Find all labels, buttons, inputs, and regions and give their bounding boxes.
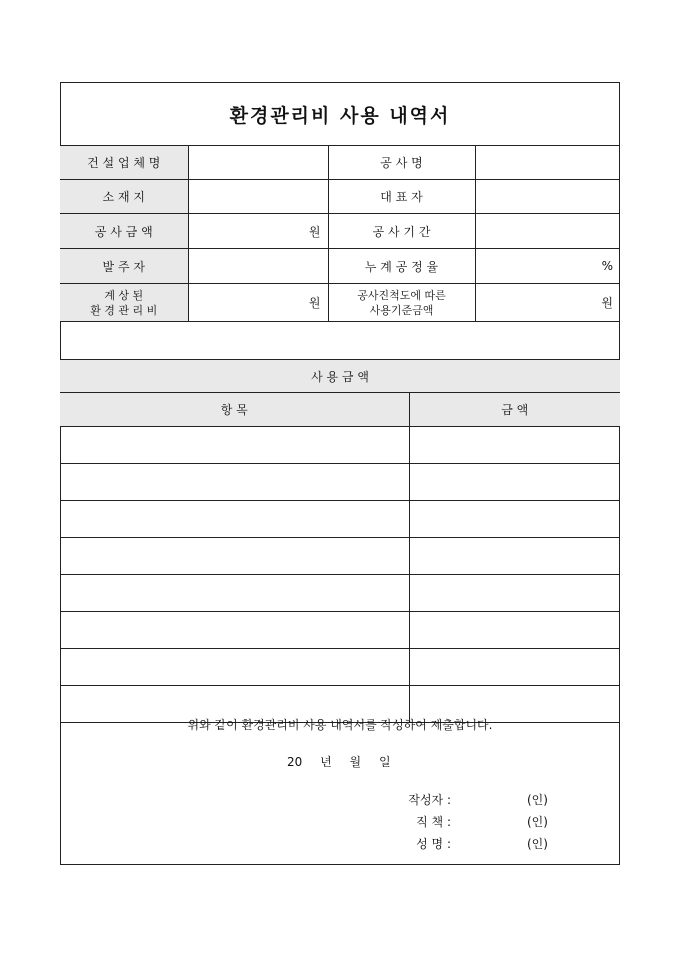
ceo-field[interactable] [475, 180, 620, 214]
item-cell[interactable] [60, 612, 409, 649]
project-field[interactable] [475, 146, 620, 180]
location-field[interactable] [188, 180, 328, 214]
document-title: 환경관리비 사용 내역서 [61, 83, 619, 146]
location-label: 소 재 지 [60, 180, 188, 214]
name-line [391, 835, 548, 852]
standard-field[interactable] [475, 284, 620, 322]
writer-line [391, 791, 548, 808]
period-label: 공 사 기 간 [328, 214, 475, 249]
budget-field[interactable] [188, 284, 328, 322]
item-cell[interactable] [60, 575, 409, 612]
orderer-label: 발 주 자 [60, 249, 188, 284]
amount-cell[interactable] [409, 501, 620, 538]
date-year-unit: 년 [320, 755, 332, 769]
standard-label-line2: 사용기준금액 [369, 303, 434, 317]
date-day-unit: 일 [378, 755, 391, 769]
usage-section-header: 사 용 금 액 [60, 360, 620, 393]
amount-label: 공 사 금 액 [60, 214, 188, 249]
standard-label-line1: 공사진척도에 따른 [357, 288, 446, 302]
ceo-label: 대 표 자 [328, 180, 475, 214]
submission-date [287, 753, 391, 770]
info-table [60, 145, 620, 322]
progress-label: 누 계 공 정 율 [328, 249, 475, 284]
budget-label-line1: 계 상 된 [104, 288, 144, 302]
company-field[interactable] [188, 146, 328, 180]
item-cell[interactable] [60, 427, 409, 464]
amount-cell[interactable] [409, 649, 620, 686]
amount-cell[interactable] [409, 427, 620, 464]
writer-label: 작성자 : [408, 793, 451, 807]
writer-seal[interactable]: (인) [527, 793, 548, 807]
submission-footer [61, 690, 619, 865]
name-label: 성 명 : [416, 837, 451, 851]
budget-label-line2: 환 경 관 리 비 [90, 303, 158, 317]
standard-unit: 원 [601, 296, 613, 310]
company-label: 건 설 업 체 명 [60, 146, 188, 180]
position-label: 직 책 : [416, 815, 451, 829]
date-month-unit: 월 [349, 755, 362, 769]
item-cell[interactable] [60, 538, 409, 575]
amount-column-header: 금 액 [409, 393, 620, 427]
amount-cell[interactable] [409, 538, 620, 575]
project-label: 공 사 명 [328, 146, 475, 180]
position-line [391, 813, 548, 830]
progress-field[interactable] [475, 249, 620, 284]
item-column-header: 항 목 [60, 393, 409, 427]
position-seal[interactable]: (인) [527, 815, 548, 829]
report-form [60, 82, 620, 865]
budget-label [60, 284, 188, 322]
orderer-field[interactable] [188, 249, 328, 284]
item-cell[interactable] [60, 649, 409, 686]
item-cell[interactable] [60, 464, 409, 501]
standard-label [328, 284, 475, 322]
budget-unit: 원 [308, 296, 321, 310]
item-cell[interactable] [60, 501, 409, 538]
period-field[interactable] [475, 214, 620, 249]
amount-cell[interactable] [409, 612, 620, 649]
amount-field[interactable] [188, 214, 328, 249]
progress-unit: % [601, 259, 613, 273]
submission-statement: 위와 같이 환경관리비 사용 내역서를 작성하여 제출합니다. [187, 718, 493, 732]
amount-cell[interactable] [409, 575, 620, 612]
date-year: 20 [287, 755, 303, 769]
amount-unit: 원 [308, 224, 321, 239]
amount-cell[interactable] [409, 464, 620, 501]
name-seal[interactable]: (인) [527, 837, 548, 851]
usage-table [60, 359, 620, 723]
